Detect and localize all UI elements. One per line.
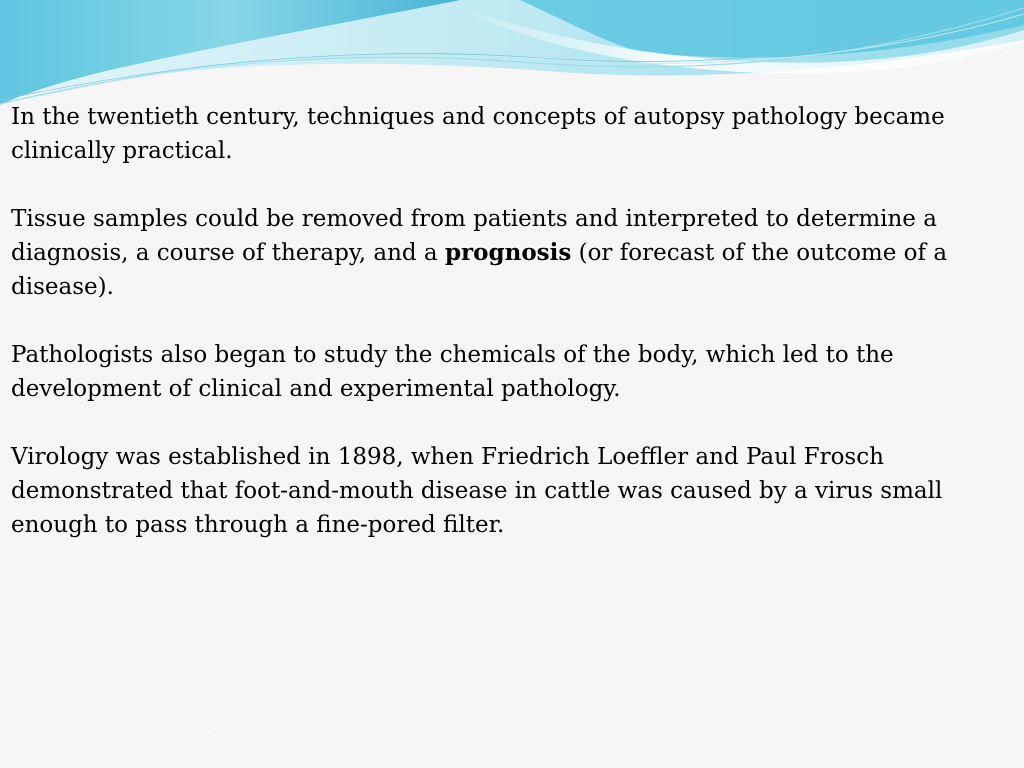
slide-body xyxy=(11,100,1001,576)
paragraph-virology: Virology was established in 1898, when Friedrich Loeffler and Paul Frosch demonstrated that foot-and-mouth disease in cattle was caused by a virus small enough to pass through a fine-pored filter. xyxy=(11,444,943,538)
wave-header-decoration xyxy=(0,0,1024,110)
paragraph-tissue-samples xyxy=(11,202,1001,304)
paragraph-tissue-samples-before: Tissue samples could be removed from patients and interpreted to determine a diagnosis, a course of therapy, and a xyxy=(11,206,937,266)
paragraph-chemicals: Pathologists also began to study the chemicals of the body, which led to the development of clinical and experimental pathology. xyxy=(11,342,894,402)
paragraph-tissue-samples-after: (or forecast of the outcome of a disease). xyxy=(11,240,948,300)
bold-term-prognosis: prognosis xyxy=(444,239,572,266)
paragraph-autopsy: In the twentieth century, techniques and concepts of autopsy pathology became clinically practical. xyxy=(11,104,945,164)
